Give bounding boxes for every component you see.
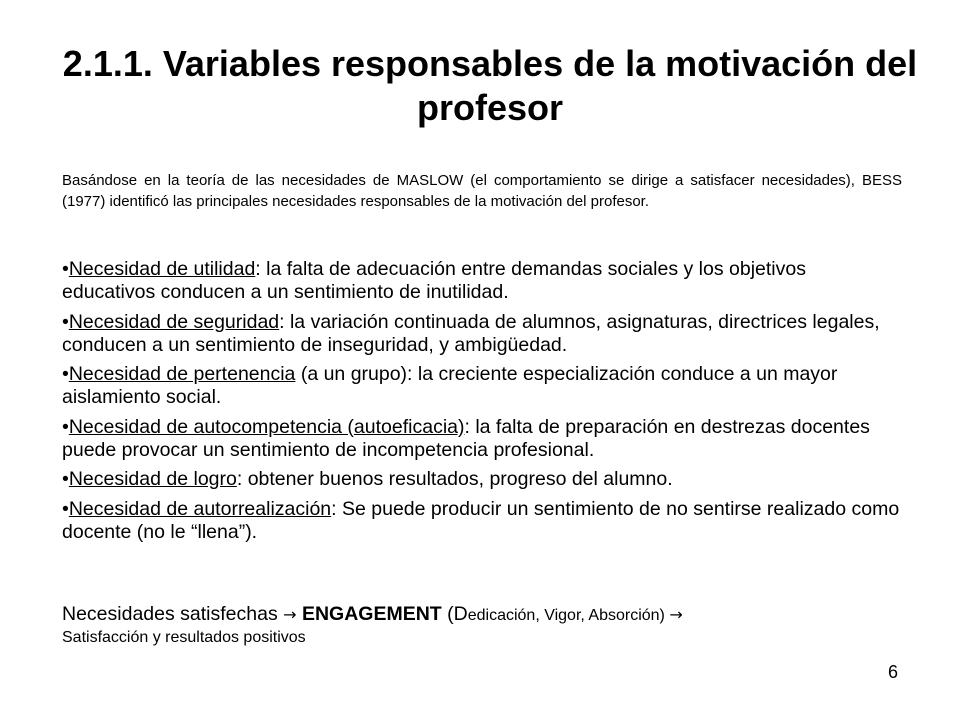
summary-lead: Necesidades satisfechas xyxy=(62,603,284,625)
needs-list xyxy=(62,258,902,550)
summary-line xyxy=(62,604,922,648)
right-arrow-icon: → xyxy=(283,605,297,624)
bullet-glyph: • xyxy=(62,468,69,490)
list-item xyxy=(62,311,902,357)
bullet-glyph: • xyxy=(62,497,69,520)
intro-paragraph: Basándose en la teoría de las necesidades de MASLOW (el comportamiento se dirige a satisfacer necesidades), BESS (1977) identificó las principales necesidades responsables de la motivación del profesor. xyxy=(62,172,902,210)
need-term: Necesidad de pertenencia xyxy=(68,363,296,385)
bullet-glyph: • xyxy=(62,363,69,385)
need-description: : obtener buenos resultados, progreso del alumno. xyxy=(236,468,673,490)
list-item xyxy=(62,468,902,491)
right-arrow-icon: → xyxy=(669,605,683,624)
need-term: Necesidad de autocompetencia (autoeficacia) xyxy=(68,415,465,438)
paren-open: (D xyxy=(441,603,468,625)
need-term: Necesidad de autorrealización xyxy=(68,497,332,520)
need-description: : Se puede producir un sentimiento de no sentirse realizado como docente (no le “llena”). xyxy=(62,497,900,543)
need-term: Necesidad de seguridad xyxy=(68,310,280,333)
need-term: Necesidad de utilidad xyxy=(68,258,256,280)
need-description: : la falta de adecuación entre demandas sociales y los objetivos educativos conducen a un sentimiento de inutilidad. xyxy=(62,258,806,303)
list-item xyxy=(62,498,902,544)
slide-title: 2.1.1. Variables responsables de la motivación del profesor xyxy=(62,43,918,128)
list-item xyxy=(62,258,902,304)
list-item xyxy=(62,363,902,409)
bullet-glyph: • xyxy=(62,258,69,280)
need-term: Necesidad de logro xyxy=(68,468,237,490)
page-number: 6 xyxy=(887,662,898,682)
bullet-glyph: • xyxy=(62,415,69,438)
summary-result: Satisfacción y resultados positivos xyxy=(62,629,306,646)
need-description: (a un grupo): la creciente especialización conduce a un mayor aislamiento social. xyxy=(62,363,838,408)
engagement-components: edicación, Vigor, Absorción) xyxy=(467,607,670,624)
need-description: : la falta de preparación en destrezas docentes puede provocar un sentimiento de incompetencia profesional. xyxy=(62,415,870,461)
engagement-label: ENGAGEMENT xyxy=(301,603,442,625)
need-description: : la variación continuada de alumnos, asignaturas, directrices legales, conducen a un sentimiento de inseguridad, y ambigüedad. xyxy=(62,310,880,356)
list-item xyxy=(62,416,902,462)
bullet-glyph: • xyxy=(62,310,69,333)
